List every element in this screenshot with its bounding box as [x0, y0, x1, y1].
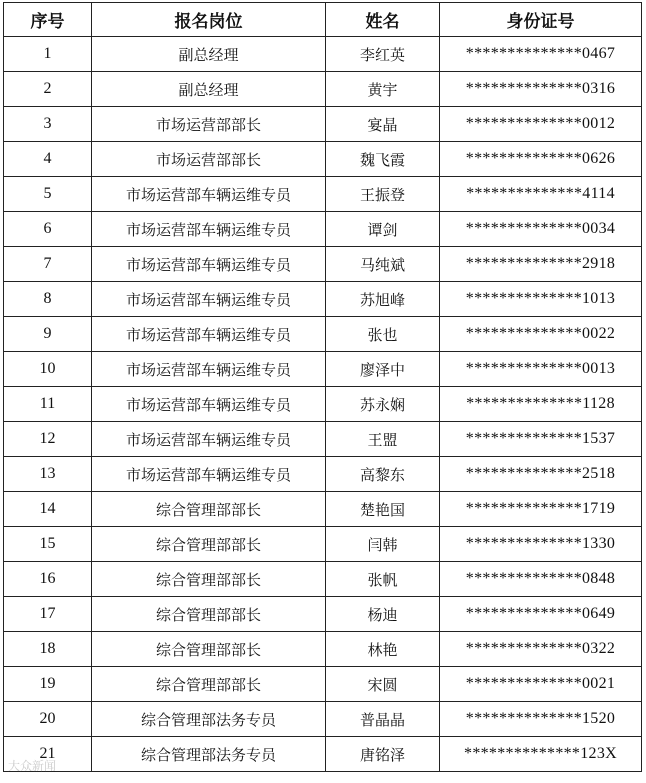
cell-name: 谭剑 — [326, 212, 440, 247]
cell-no: 7 — [4, 247, 92, 282]
cell-no: 14 — [4, 492, 92, 527]
cell-id-number: **************4114 — [440, 177, 642, 212]
table-header-row — [4, 3, 642, 37]
cell-id-number: **************0316 — [440, 72, 642, 107]
table-row — [4, 142, 642, 177]
cell-position: 综合管理部法务专员 — [92, 702, 326, 737]
cell-no: 12 — [4, 422, 92, 457]
cell-name: 王盟 — [326, 422, 440, 457]
table-row — [4, 702, 642, 737]
cell-name: 普晶晶 — [326, 702, 440, 737]
cell-position: 综合管理部部长 — [92, 527, 326, 562]
header-id-number: 身份证号 — [440, 3, 642, 37]
cell-id-number: **************0013 — [440, 352, 642, 387]
cell-id-number: **************1537 — [440, 422, 642, 457]
cell-id-number: **************1128 — [440, 387, 642, 422]
table-row — [4, 212, 642, 247]
header-no: 序号 — [4, 3, 92, 37]
table-row — [4, 562, 642, 597]
table-body — [4, 37, 642, 772]
table-row — [4, 352, 642, 387]
cell-position: 市场运营部部长 — [92, 142, 326, 177]
cell-position: 市场运营部车辆运维专员 — [92, 247, 326, 282]
cell-id-number: **************1520 — [440, 702, 642, 737]
cell-position: 市场运营部车辆运维专员 — [92, 457, 326, 492]
cell-no: 6 — [4, 212, 92, 247]
cell-id-number: **************0012 — [440, 107, 642, 142]
cell-no: 15 — [4, 527, 92, 562]
cell-id-number: **************0848 — [440, 562, 642, 597]
cell-name: 楚艳国 — [326, 492, 440, 527]
table-row — [4, 317, 642, 352]
table-row — [4, 72, 642, 107]
cell-no: 5 — [4, 177, 92, 212]
cell-no: 21 — [4, 737, 92, 772]
cell-name: 马纯斌 — [326, 247, 440, 282]
cell-no: 2 — [4, 72, 92, 107]
table-row — [4, 492, 642, 527]
cell-position: 市场运营部车辆运维专员 — [92, 282, 326, 317]
cell-position: 市场运营部车辆运维专员 — [92, 352, 326, 387]
cell-name: 高黎东 — [326, 457, 440, 492]
cell-id-number: **************2918 — [440, 247, 642, 282]
cell-no: 11 — [4, 387, 92, 422]
table-row — [4, 107, 642, 142]
cell-no: 13 — [4, 457, 92, 492]
cell-no: 17 — [4, 597, 92, 632]
table-row — [4, 457, 642, 492]
table-row — [4, 247, 642, 282]
cell-name: 宴晶 — [326, 107, 440, 142]
cell-no: 3 — [4, 107, 92, 142]
table-row — [4, 597, 642, 632]
cell-position: 市场运营部车辆运维专员 — [92, 177, 326, 212]
cell-position: 综合管理部法务专员 — [92, 737, 326, 772]
cell-no: 1 — [4, 37, 92, 72]
header-name: 姓名 — [326, 3, 440, 37]
cell-name: 宋圆 — [326, 667, 440, 702]
cell-no: 16 — [4, 562, 92, 597]
cell-id-number: **************0467 — [440, 37, 642, 72]
cell-no: 4 — [4, 142, 92, 177]
watermark: 大众新闻 — [8, 759, 57, 773]
table-row — [4, 282, 642, 317]
table-row — [4, 527, 642, 562]
cell-name: 闫韩 — [326, 527, 440, 562]
cell-id-number: **************1330 — [440, 527, 642, 562]
cell-position: 综合管理部部长 — [92, 562, 326, 597]
cell-name: 廖泽中 — [326, 352, 440, 387]
cell-id-number: **************0626 — [440, 142, 642, 177]
cell-name: 林艳 — [326, 632, 440, 667]
cell-id-number: **************2518 — [440, 457, 642, 492]
cell-no: 18 — [4, 632, 92, 667]
table-row — [4, 667, 642, 702]
cell-name: 王振登 — [326, 177, 440, 212]
cell-no: 9 — [4, 317, 92, 352]
cell-position: 市场运营部车辆运维专员 — [92, 212, 326, 247]
cell-no: 10 — [4, 352, 92, 387]
cell-position: 市场运营部车辆运维专员 — [92, 422, 326, 457]
cell-id-number: **************1013 — [440, 282, 642, 317]
cell-position: 综合管理部部长 — [92, 597, 326, 632]
cell-id-number: **************123X — [440, 737, 642, 772]
cell-id-number: **************1719 — [440, 492, 642, 527]
cell-name: 张也 — [326, 317, 440, 352]
cell-name: 魏飞霞 — [326, 142, 440, 177]
table-row — [4, 177, 642, 212]
cell-name: 黄宇 — [326, 72, 440, 107]
cell-name: 杨迪 — [326, 597, 440, 632]
cell-name: 唐铭泽 — [326, 737, 440, 772]
cell-name: 张帆 — [326, 562, 440, 597]
cell-name: 李红英 — [326, 37, 440, 72]
cell-id-number: **************0034 — [440, 212, 642, 247]
cell-id-number: **************0322 — [440, 632, 642, 667]
cell-id-number: **************0649 — [440, 597, 642, 632]
header-position: 报名岗位 — [92, 3, 326, 37]
cell-position: 市场运营部车辆运维专员 — [92, 317, 326, 352]
cell-position: 综合管理部部长 — [92, 632, 326, 667]
table-row — [4, 37, 642, 72]
cell-name: 苏永娴 — [326, 387, 440, 422]
cell-name: 苏旭峰 — [326, 282, 440, 317]
cell-no: 20 — [4, 702, 92, 737]
table-row — [4, 737, 642, 772]
applicant-table — [3, 2, 642, 772]
cell-no: 8 — [4, 282, 92, 317]
cell-position: 市场运营部车辆运维专员 — [92, 387, 326, 422]
table-row — [4, 422, 642, 457]
cell-no: 19 — [4, 667, 92, 702]
cell-position: 综合管理部部长 — [92, 492, 326, 527]
cell-id-number: **************0022 — [440, 317, 642, 352]
table-row — [4, 632, 642, 667]
table-row — [4, 387, 642, 422]
cell-id-number: **************0021 — [440, 667, 642, 702]
cell-position: 市场运营部部长 — [92, 107, 326, 142]
cell-position: 副总经理 — [92, 37, 326, 72]
cell-position: 综合管理部部长 — [92, 667, 326, 702]
cell-position: 副总经理 — [92, 72, 326, 107]
